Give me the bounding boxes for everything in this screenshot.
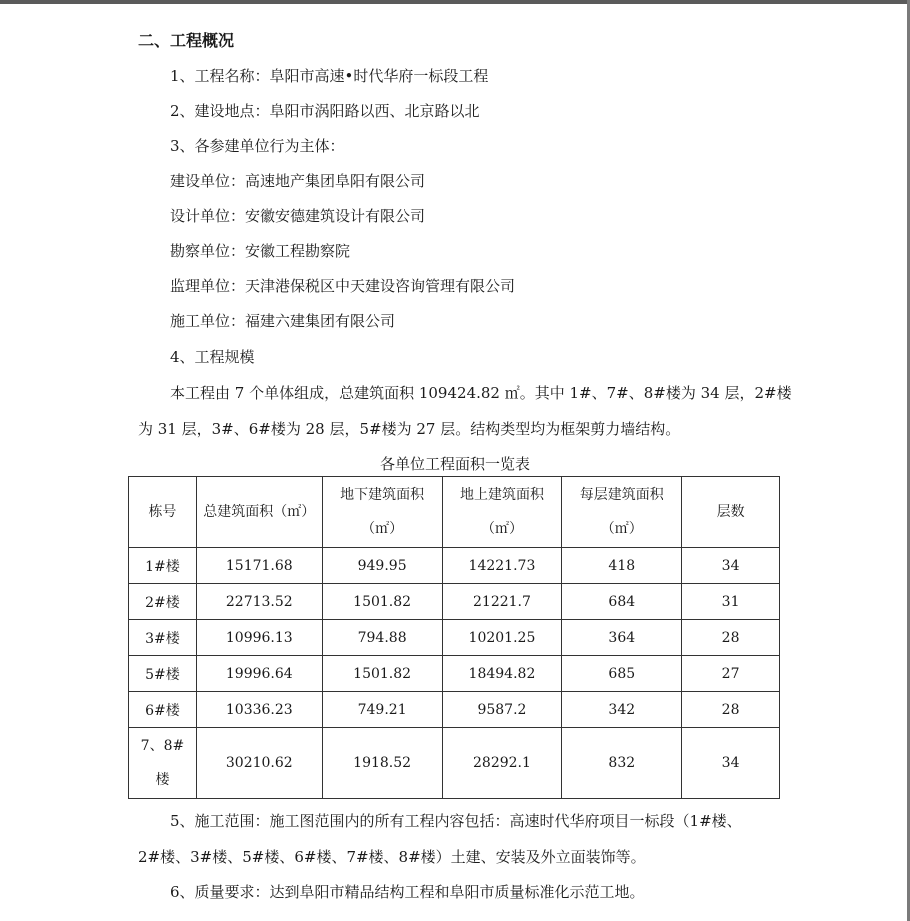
cell-underground: 794.88: [322, 620, 442, 656]
cell-above: 10201.25: [442, 620, 562, 656]
cell-floors: 31: [682, 584, 780, 620]
table-header-row: [129, 477, 780, 548]
cell-total: 10996.13: [196, 620, 322, 656]
scale-paragraph-line1: 本工程由 7 个单体组成，总建筑面积 109424.82 ㎡。其中 1#、7#、8#楼为 34 层，2#楼: [170, 384, 792, 402]
header-above-area: 地上建筑面积 （㎡）: [442, 477, 562, 548]
table-caption: 各单位工程面积一览表: [379, 455, 530, 473]
header-underground-area: 地下建筑面积 （㎡）: [322, 477, 442, 548]
cell-building: 1#楼: [129, 548, 197, 584]
table-row: [129, 728, 780, 799]
cell-per-floor: 418: [562, 548, 682, 584]
table-row: [129, 692, 780, 728]
header-floors: 层数: [682, 477, 780, 548]
scale-paragraph-line2: 为 31 层，3#、6#楼为 28 层，5#楼为 27 层。结构类型均为框架剪力墙结构。: [138, 420, 681, 438]
table-row: [129, 656, 780, 692]
cell-underground: 1918.52: [322, 728, 442, 799]
cell-underground: 749.21: [322, 692, 442, 728]
cell-building: 3#楼: [129, 620, 197, 656]
table-row: [129, 584, 780, 620]
cell-above: 14221.73: [442, 548, 562, 584]
cell-underground: 949.95: [322, 548, 442, 584]
cell-floors: 27: [682, 656, 780, 692]
cell-total: 10336.23: [196, 692, 322, 728]
table-row: [129, 620, 780, 656]
contractor-unit: 施工单位：福建六建集团有限公司: [170, 312, 396, 330]
cell-total: 30210.62: [196, 728, 322, 799]
surveyor-unit: 勘察单位：安徽工程勘察院: [170, 242, 351, 260]
section-title: 二、工程概况: [138, 31, 235, 50]
quality-requirement: 6、质量要求：达到阜阳市精品结构工程和阜阳市质量标准化示范工地。: [170, 883, 645, 901]
cell-above: 9587.2: [442, 692, 562, 728]
cell-above: 28292.1: [442, 728, 562, 799]
builder-unit: 建设单位：高速地产集团阜阳有限公司: [170, 172, 426, 190]
header-per-floor-area: 每层建筑面积 （㎡）: [562, 477, 682, 548]
cell-underground: 1501.82: [322, 584, 442, 620]
header-total-area: 总建筑面积（㎡）: [196, 477, 322, 548]
cell-underground: 1501.82: [322, 656, 442, 692]
cell-building: 7、8# 楼: [129, 728, 197, 799]
cell-total: 22713.52: [196, 584, 322, 620]
supervisor-unit: 监理单位：天津港保税区中天建设咨询管理有限公司: [170, 277, 516, 295]
cell-above: 18494.82: [442, 656, 562, 692]
cell-building: 6#楼: [129, 692, 197, 728]
cell-total: 15171.68: [196, 548, 322, 584]
scope-line1: 5、施工范围：施工图范围内的所有工程内容包括：高速时代华府项目一标段（1#楼、: [170, 812, 742, 830]
designer-unit: 设计单位：安徽安德建筑设计有限公司: [170, 207, 426, 225]
cell-per-floor: 832: [562, 728, 682, 799]
cell-per-floor: 684: [562, 584, 682, 620]
header-building: 栋号: [129, 477, 197, 548]
cell-per-floor: 685: [562, 656, 682, 692]
scope-line2: 2#楼、3#楼、5#楼、6#楼、7#楼、8#楼）土建、安装及外立面装饰等。: [138, 848, 646, 866]
cell-building: 2#楼: [129, 584, 197, 620]
cell-floors: 34: [682, 548, 780, 584]
scale-title: 4、工程规模: [170, 348, 255, 366]
cell-floors: 34: [682, 728, 780, 799]
parties-title: 3、各参建单位行为主体：: [170, 137, 345, 155]
cell-total: 19996.64: [196, 656, 322, 692]
window-top-border: [0, 0, 910, 4]
cell-per-floor: 364: [562, 620, 682, 656]
project-location: 2、建设地点：阜阳市涡阳路以西、北京路以北: [170, 102, 480, 120]
cell-floors: 28: [682, 692, 780, 728]
cell-above: 21221.7: [442, 584, 562, 620]
cell-per-floor: 342: [562, 692, 682, 728]
project-name: 1、工程名称：阜阳市高速•时代华府一标段工程: [170, 67, 489, 85]
cell-floors: 28: [682, 620, 780, 656]
table-row: [129, 548, 780, 584]
area-table: [128, 476, 780, 799]
cell-building: 5#楼: [129, 656, 197, 692]
